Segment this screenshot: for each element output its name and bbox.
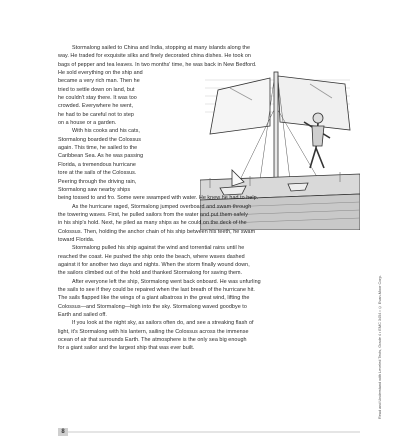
text-line: As the hurricane raged, Stormalong jumped overboard and swam through (72, 203, 252, 210)
page-number: 8 (58, 428, 68, 436)
text-line: became a very rich man. Then he (58, 78, 140, 85)
text-line: Colossus. Then, holding the anchor chain of his ship between his teeth, he swam (58, 228, 256, 235)
text-line: Stormalong pulled his ship against the wind and torrential rains until he (72, 245, 245, 252)
text-line: being tossed to and fro. Some were swamped with water. He knew he had to help. (58, 195, 259, 202)
text-line: on a house or a garden. (58, 120, 117, 127)
text-line: he had to be careful not to step (58, 111, 134, 118)
text-line: The sails flapped like the wings of a giant albatross in the great wind, lifting the (58, 295, 250, 302)
text-line: the towering waves. First, he pulled sailors from the water and put them safely (58, 211, 249, 218)
text-line: Stormalong sailed to China and India, stopping at many islands along the (72, 45, 251, 51)
text-line: bags of pepper and tea leaves. In two months' time, he was back in New Bedford. (58, 61, 257, 68)
text-line: the sailors climbed out of the hold and thanked Stormalong for saving them. (58, 270, 243, 277)
text-line: Colossus—and Stormalong—high into the sky. Stormalong waved goodbye to (58, 303, 247, 310)
text-line: crowded. Everywhere he went, (58, 103, 134, 110)
text-line: for a giant sailor and the largest ship that was ever built. (58, 345, 195, 352)
story-text (58, 44, 358, 353)
text-line: With his cooks and his cats, (72, 128, 140, 135)
text-line: tried to settle down on land, but (58, 86, 135, 93)
text-line: the sails to see if they could be repaired when the last breath of the hurricane hit. (58, 286, 255, 293)
text-line: Earth and sailed off. (58, 312, 107, 318)
text-line: Stormalong boarded the Colossus (58, 136, 142, 143)
text-line: way. He traded for exquisite silks and finely decorated china dishes. He took on (58, 53, 251, 60)
text-line: He sold everything on the ship and (58, 70, 143, 77)
side-credit: Read and Understand with Leveled Texts, Grade 4 • EMC 3454 • © Evan-Moor Corp. (378, 275, 382, 419)
text-line: light, it's Stormalong with his lantern, sailing the Colossus across the immense (58, 328, 249, 335)
text-line: tore at the sails of the Colossus. (58, 170, 137, 177)
text-line: Stormalong saw nearby ships (58, 186, 131, 193)
text-line: Peering through the driving rain, (58, 178, 137, 185)
text-line: in his ship's hold. Next, he piled as many ships as he could on the deck of the (58, 220, 247, 227)
text-line: If you look at the night sky, as sailors often do, and see a streaking flash of (72, 320, 254, 327)
text-line: Florida, a tremendous hurricane (58, 161, 136, 168)
text-line: against it for another two days and nights. When the storm finally wound down, (58, 261, 250, 268)
text-line: reached the coast. He pushed the ship onto the beach, where waves dashed (58, 253, 245, 260)
text-line: Caribbean Sea. As he was passing (58, 153, 144, 160)
text-line: toward Florida. (58, 236, 95, 243)
footer-rule (68, 431, 360, 433)
text-line: he couldn't stay there. It was too (58, 95, 137, 102)
text-line: ocean of air that surrounds Earth. The atmosphere is the only sea big enough (58, 337, 247, 344)
text-line: After everyone left the ship, Stormalong went back onboard. He was unfurling (72, 278, 261, 285)
text-line: again. This time, he sailed to the (58, 145, 138, 152)
